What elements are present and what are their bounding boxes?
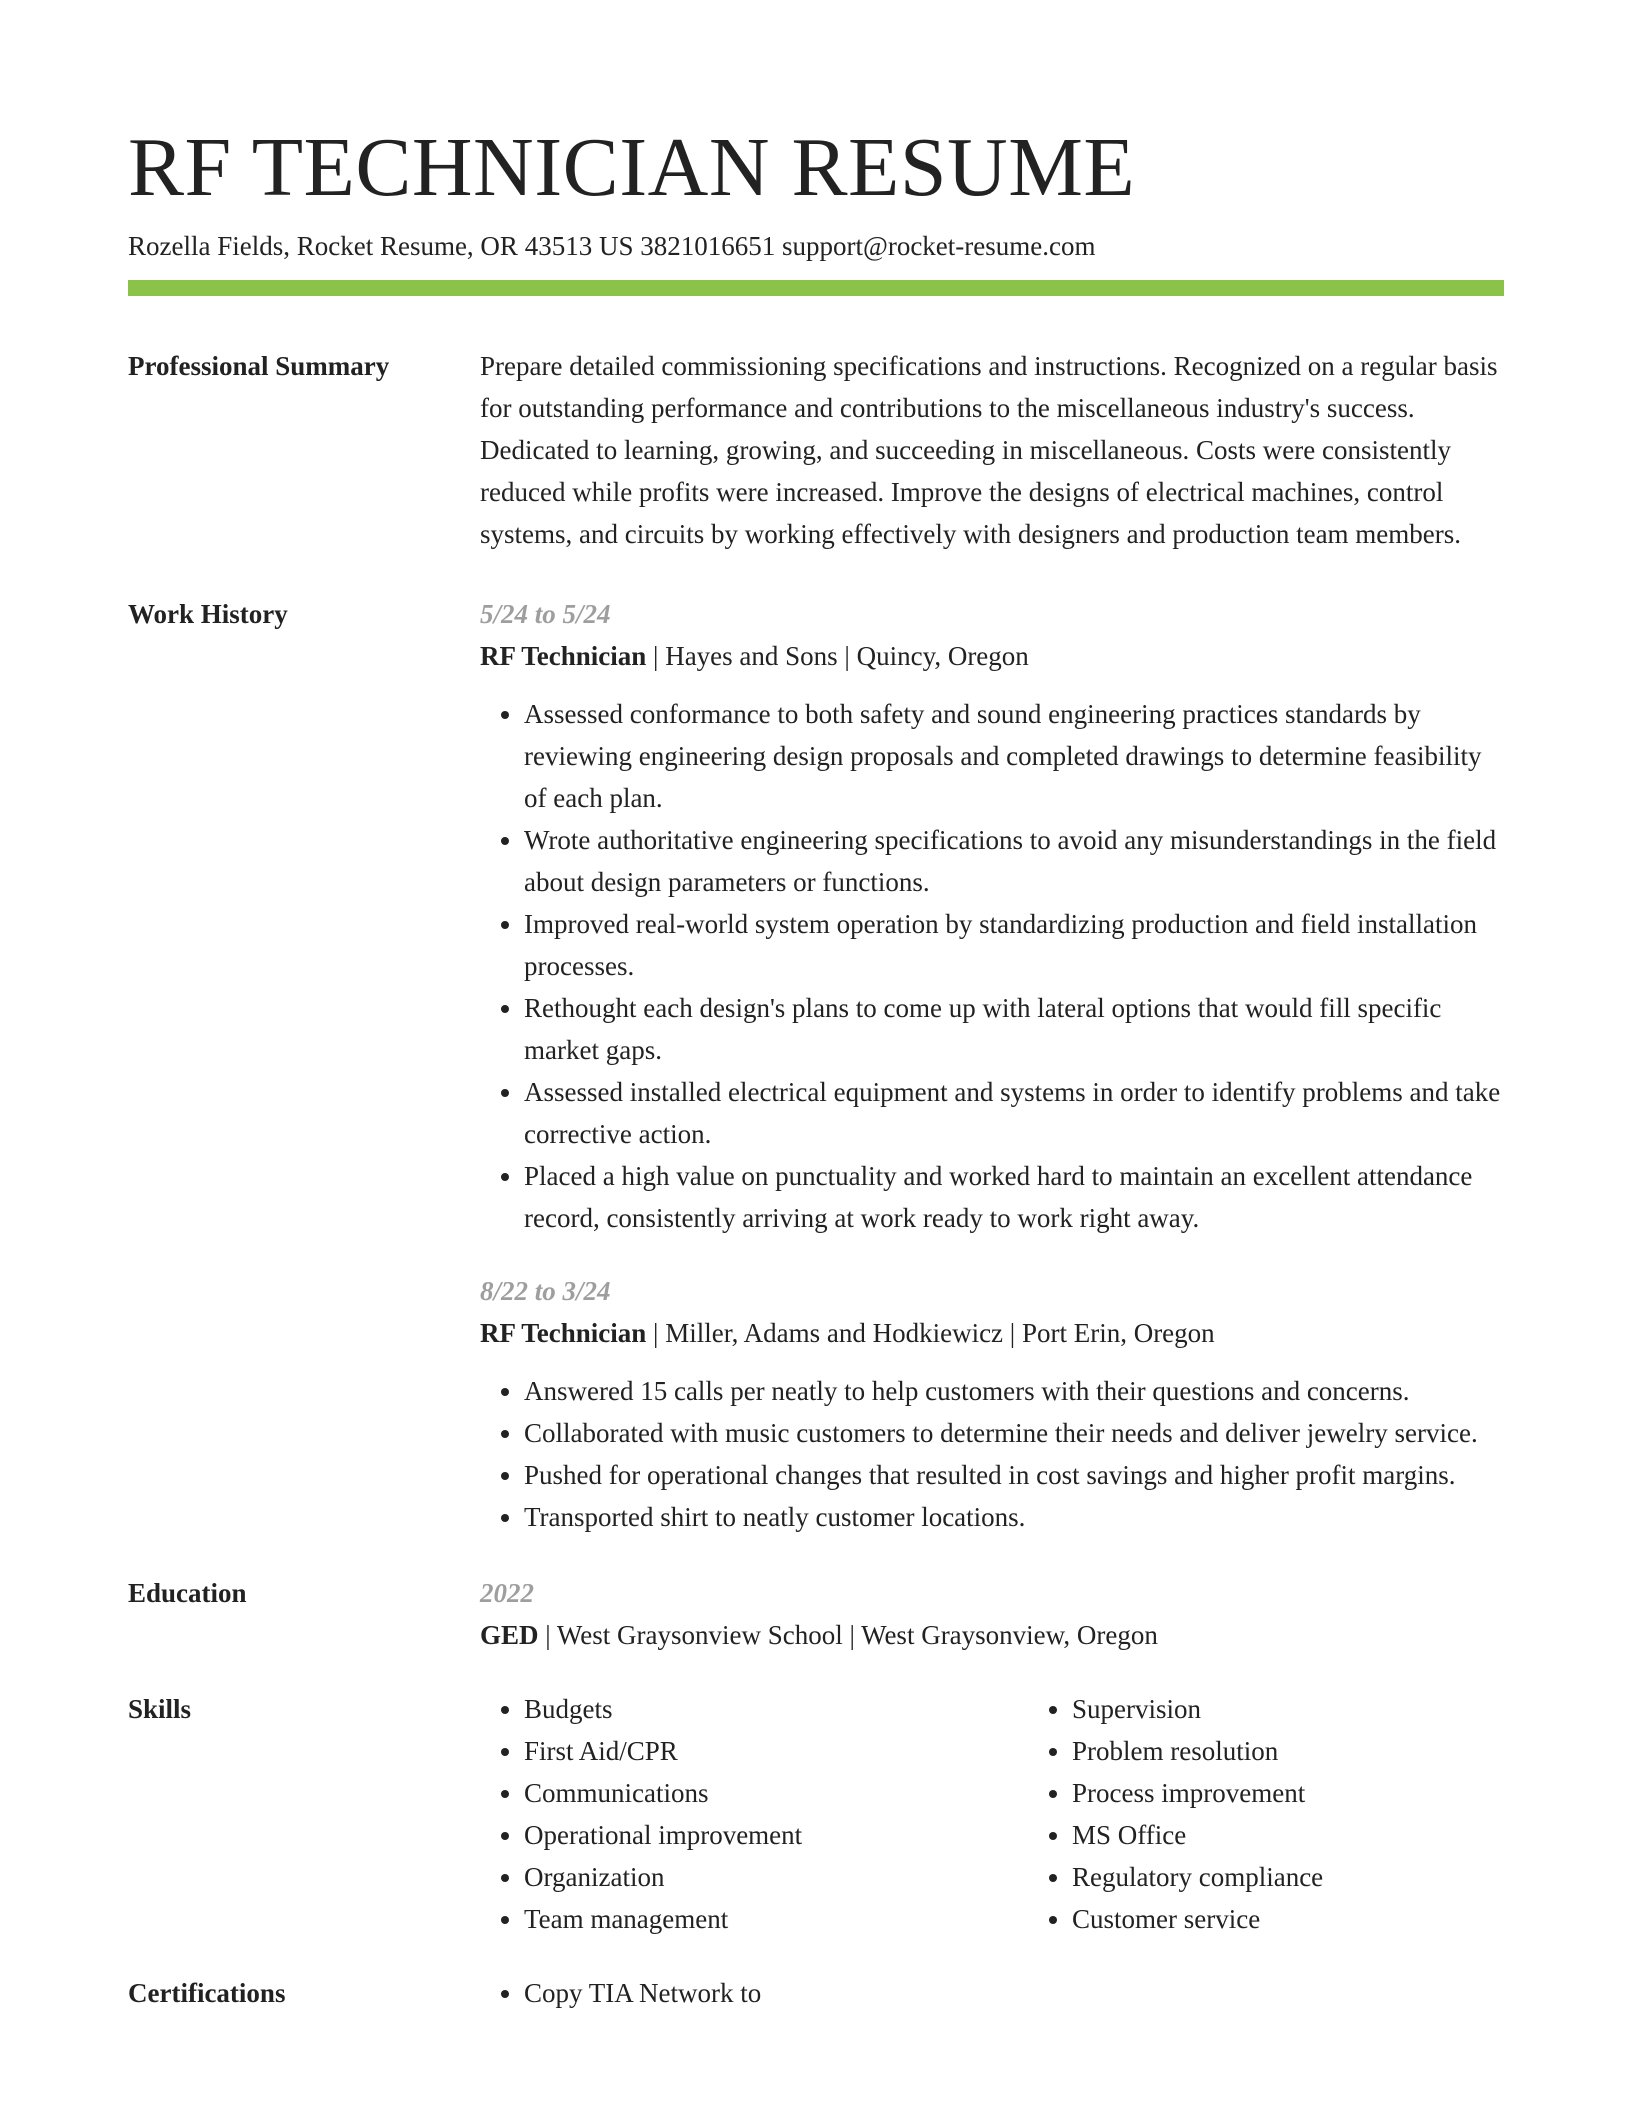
job-line	[480, 1312, 1504, 1354]
resume-page	[128, 118, 1504, 2014]
job-bullets	[480, 693, 1504, 1239]
list-item: • Operational improvement	[524, 1814, 1028, 1856]
list-item: • Regulatory compliance	[1072, 1856, 1576, 1898]
job-title: RF Technician	[480, 1318, 647, 1348]
skills-section	[128, 1688, 1504, 1940]
job-bullets	[480, 1370, 1504, 1538]
list-item: • Budgets	[524, 1688, 1028, 1730]
summary-text: Prepare detailed commissioning specifications and instructions. Recognized on a regular basis for outstanding performance and contributions to the miscellaneous industry's success. Dedicated to learning, growing, and succeeding in miscellaneous. Costs were consistently reduced while profits were increased. Improve the designs of electrical machines, control systems, and circuits by working effectively with designers and production team members.	[480, 351, 1498, 549]
work-history-label: Work History	[128, 599, 288, 629]
list-item: • Collaborated with music customers to determine their needs and deliver jewelry service.	[524, 1412, 1504, 1454]
list-item: • Problem resolution	[1072, 1730, 1576, 1772]
summary-label: Professional Summary	[128, 351, 390, 381]
resume-title: RF TECHNICIAN RESUME	[128, 121, 1136, 214]
list-item: • Wrote authoritative engineering specifications to avoid any misunderstandings in the field about design parameters or functions.	[524, 819, 1504, 903]
job-dates: 5/24 to 5/24	[480, 599, 611, 629]
job-title: RF Technician	[480, 641, 647, 671]
education-school: | West Graysonview School | West Graysonview, Oregon	[538, 1620, 1158, 1650]
education-body	[480, 1572, 1504, 1656]
education-year: 2022	[480, 1578, 534, 1608]
certifications-body	[480, 1972, 1504, 2014]
job-line	[480, 635, 1504, 677]
list-item: • Team management	[524, 1898, 1028, 1940]
education-section	[128, 1572, 1504, 1656]
accent-rule	[128, 280, 1504, 296]
list-item: • Transported shirt to neatly customer locations.	[524, 1496, 1504, 1538]
contact-line: Rozella Fields, Rocket Resume, OR 43513 US 3821016651 support@rocket-resume.com	[128, 231, 1096, 261]
list-item: • Assessed conformance to both safety and sound engineering practices standards by reviewing engineering design proposals and completed drawings to determine feasibility of each plan.	[524, 693, 1504, 819]
job-entry	[480, 593, 1504, 1239]
job-dates: 8/22 to 3/24	[480, 1276, 611, 1306]
education-line	[480, 1614, 1504, 1656]
job-employer: | Miller, Adams and Hodkiewicz | Port Erin, Oregon	[646, 1318, 1215, 1348]
list-item: • Rethought each design's plans to come up with lateral options that would fill specific market gaps.	[524, 987, 1504, 1071]
job-entry	[480, 1270, 1504, 1538]
list-item: • Communications	[524, 1772, 1028, 1814]
list-item: • Supervision	[1072, 1688, 1576, 1730]
skills-label: Skills	[128, 1694, 192, 1724]
work-history-body	[480, 593, 1504, 1538]
certifications-section	[128, 1972, 1504, 2014]
list-item: • Pushed for operational changes that resulted in cost savings and higher profit margins.	[524, 1454, 1504, 1496]
certifications-label: Certifications	[128, 1978, 286, 2008]
work-history-section	[128, 593, 1504, 1538]
list-item: • Customer service	[1072, 1898, 1576, 1940]
list-item: • Answered 15 calls per neatly to help customers with their questions and concerns.	[524, 1370, 1504, 1412]
list-item: • Improved real-world system operation by standardizing production and field installation processes.	[524, 903, 1504, 987]
education-degree: GED	[480, 1620, 539, 1650]
list-item: • Copy TIA Network to	[524, 1972, 1504, 2014]
job-employer: | Hayes and Sons | Quincy, Oregon	[646, 641, 1029, 671]
education-label: Education	[128, 1578, 247, 1608]
skills-body	[480, 1688, 1576, 1940]
list-item: • Process improvement	[1072, 1772, 1576, 1814]
list-item: • Organization	[524, 1856, 1028, 1898]
skills-column-1	[480, 1688, 1028, 1940]
certifications-list	[480, 1972, 1504, 2014]
list-item: • Placed a high value on punctuality and worked hard to maintain an excellent attendance record, consistently arriving at work ready to work right away.	[524, 1155, 1504, 1239]
list-item: • Assessed installed electrical equipment and systems in order to identify problems and take corrective action.	[524, 1071, 1504, 1155]
list-item: • MS Office	[1072, 1814, 1576, 1856]
skills-column-2	[1028, 1688, 1576, 1940]
summary-section	[128, 345, 1504, 555]
list-item: • First Aid/CPR	[524, 1730, 1028, 1772]
